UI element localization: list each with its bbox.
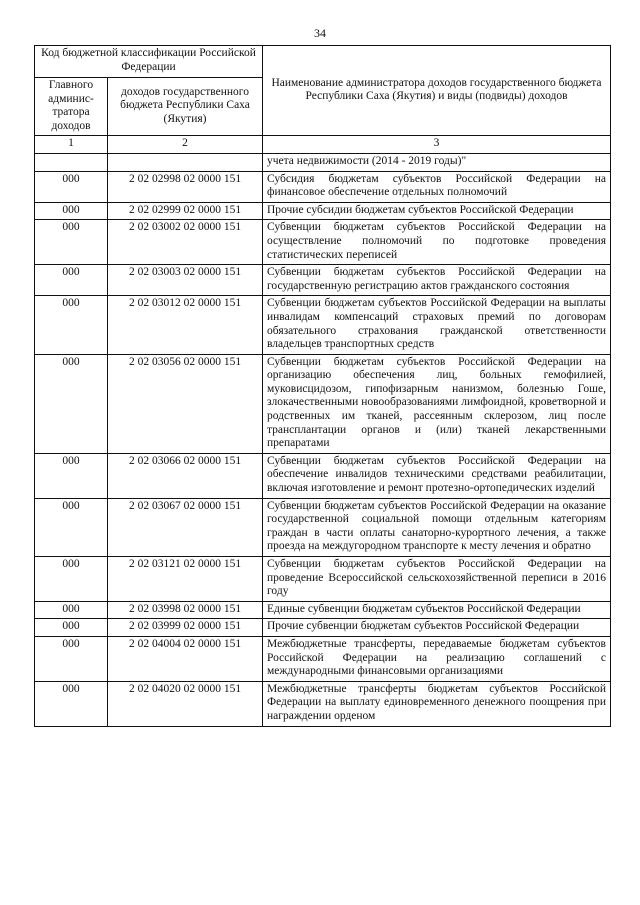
column-number-1: 1 bbox=[35, 136, 108, 154]
admin-code: 000 bbox=[35, 354, 108, 453]
budget-code: 2 02 04020 02 0000 151 bbox=[108, 681, 263, 726]
column-number-3: 3 bbox=[263, 136, 611, 154]
budget-code: 2 02 02998 02 0000 151 bbox=[108, 171, 263, 202]
table-row bbox=[35, 498, 611, 556]
column-number-2: 2 bbox=[108, 136, 263, 154]
header-main-administrator: Главного админис-тратора доходов bbox=[35, 78, 108, 136]
budget-code: 2 02 03012 02 0000 151 bbox=[108, 296, 263, 354]
revenue-name: Субвенции бюджетам субъектов Российской Федерации на проведение Всероссийской сельскохозяйственной переписи в 2016 году bbox=[263, 557, 611, 602]
admin-code: 000 bbox=[35, 171, 108, 202]
budget-code bbox=[108, 153, 263, 171]
admin-code bbox=[35, 153, 108, 171]
budget-code: 2 02 03056 02 0000 151 bbox=[108, 354, 263, 453]
admin-code: 000 bbox=[35, 498, 108, 556]
budget-code: 2 02 04004 02 0000 151 bbox=[108, 636, 263, 681]
revenue-name: Субвенции бюджетам субъектов Российской Федерации на обеспечение инвалидов техническими средствами реабилитации, включая изготовление и ремонт протезно-ортопедических изделий bbox=[263, 453, 611, 498]
admin-code: 000 bbox=[35, 681, 108, 726]
budget-code: 2 02 03003 02 0000 151 bbox=[108, 265, 263, 296]
budget-code: 2 02 02999 02 0000 151 bbox=[108, 202, 263, 220]
header-revenues: доходов государственного бюджета Республики Саха (Якутия) bbox=[108, 78, 263, 136]
table-row bbox=[35, 220, 611, 265]
table-row bbox=[35, 453, 611, 498]
table-row bbox=[35, 557, 611, 602]
revenue-name: Единые субвенции бюджетам субъектов Российской Федерации bbox=[263, 601, 611, 619]
admin-code: 000 bbox=[35, 220, 108, 265]
table-row bbox=[35, 171, 611, 202]
revenue-name: Субсидия бюджетам субъектов Российской Федерации на финансовое обеспечение отдельных полномочий bbox=[263, 171, 611, 202]
admin-code: 000 bbox=[35, 619, 108, 637]
revenue-name: учета недвижимости (2014 - 2019 годы)" bbox=[263, 153, 611, 171]
budget-classification-table bbox=[34, 45, 611, 727]
table-row bbox=[35, 636, 611, 681]
header-administrator-name: Наименование администратора доходов государственного бюджета Республики Саха (Якутия) и виды (подвиды) доходов bbox=[263, 46, 611, 136]
admin-code: 000 bbox=[35, 453, 108, 498]
revenue-name: Прочие субвенции бюджетам субъектов Российской Федерации bbox=[263, 619, 611, 637]
revenue-name: Субвенции бюджетам субъектов Российской Федерации на государственную регистрацию актов гражданского состояния bbox=[263, 265, 611, 296]
table-row bbox=[35, 265, 611, 296]
page-number: 34 bbox=[314, 26, 326, 40]
table-row bbox=[35, 681, 611, 726]
table-row bbox=[35, 202, 611, 220]
budget-code: 2 02 03066 02 0000 151 bbox=[108, 453, 263, 498]
admin-code: 000 bbox=[35, 636, 108, 681]
table-row bbox=[35, 153, 611, 171]
budget-code: 2 02 03002 02 0000 151 bbox=[108, 220, 263, 265]
admin-code: 000 bbox=[35, 202, 108, 220]
budget-code: 2 02 03998 02 0000 151 bbox=[108, 601, 263, 619]
budget-code: 2 02 03999 02 0000 151 bbox=[108, 619, 263, 637]
budget-code: 2 02 03121 02 0000 151 bbox=[108, 557, 263, 602]
admin-code: 000 bbox=[35, 296, 108, 354]
table-row bbox=[35, 619, 611, 637]
budget-code: 2 02 03067 02 0000 151 bbox=[108, 498, 263, 556]
admin-code: 000 bbox=[35, 557, 108, 602]
table-row bbox=[35, 296, 611, 354]
table-row bbox=[35, 354, 611, 453]
header-budget-classification-code: Код бюджетной классификации Российской Федерации bbox=[35, 46, 263, 78]
admin-code: 000 bbox=[35, 265, 108, 296]
revenue-name: Межбюджетные трансферты, передаваемые бюджетам субъектов Российской Федерации на реализацию соглашений с международными финансовыми организациями bbox=[263, 636, 611, 681]
table-row bbox=[35, 601, 611, 619]
revenue-name: Субвенции бюджетам субъектов Российской Федерации на осуществление полномочий по подготовке проведения статистических переписей bbox=[263, 220, 611, 265]
revenue-name: Прочие субсидии бюджетам субъектов Российской Федерации bbox=[263, 202, 611, 220]
revenue-name: Субвенции бюджетам субъектов Российской Федерации на выплаты инвалидам компенсаций страховых премий по договорам обязательного страхования гражданской ответственности владельцев транспортных средств bbox=[263, 296, 611, 354]
revenue-name: Субвенции бюджетам субъектов Российской Федерации на оказание государственной социальной помощи отдельным категориям граждан в части оплаты санаторно-курортного лечения, а также проезда на междугородном транспорте к месту лечения и обратно bbox=[263, 498, 611, 556]
admin-code: 000 bbox=[35, 601, 108, 619]
revenue-name: Субвенции бюджетам субъектов Российской Федерации на организацию обеспечения лиц, больных гемофилией, муковисцидозом, гипофизарным нанизмом, болезнью Гоше, злокачественными новообразованиями лимфоидной, кроветворной и родственных им тканей, рассеянным склерозом, лиц после трансплантации органов и (или) тканей лекарственными препаратами bbox=[263, 354, 611, 453]
revenue-name: Межбюджетные трансферты бюджетам субъектов Российской Федерации на выплату единовременного денежного поощрения при награждении орденом bbox=[263, 681, 611, 726]
